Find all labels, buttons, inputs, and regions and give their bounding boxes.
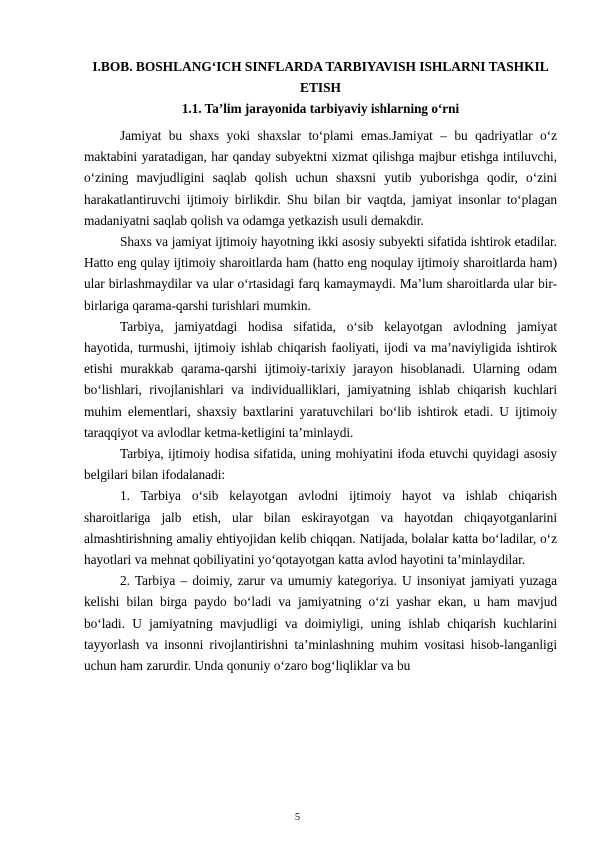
paragraph-3: Tarbiya, jamiyatdagi hodisa sifatida, o‘sib kelayotgan avlodning jamiyat hayotida, turmushi, ijtimoiy ishlab chiqarish faoliyati, ijodi va ma’naviyligida ishtirok etishi murakkab qarama-qarshi ijtimoiy-tarixiy jarayon hisoblanadi. Ularning odam bo‘lishlari, rivojlanishlari va individualliklari, jamiyatning ishlab chiqarish kuchlari muhim elementlari, shaxsiy baxtlarini yaratuvchilari bo‘lib ishtirok etadi. U ijtimoiy taraqqiyot va avlodlar ketma-ketligini ta’minlaydi. bbox=[84, 318, 557, 440]
page-number: 5 bbox=[294, 812, 301, 823]
chapter-title: I.BOB. BOSHLANG‘ICH SINFLARDA TARBIYAVISH ISHLARNI TASHKIL ETISH bbox=[92, 59, 549, 95]
paragraph-2: Shaxs va jamiyat ijtimoiy hayotning ikki asosiy subyekti sifatida ishtirok etadilar. Hatto eng qulay ijtimoiy sharoitlarda ham (hatto eng noqulay ijtimoiy sharoitlarda ham) ular birlashmaydilar va ular o‘rtasidagi farq kamaymaydi. Ma’lum sharoitlarda ular bir-birlariga qarama-qarshi turishlari mumkin. bbox=[84, 234, 557, 313]
paragraph-5: 1. Tarbiya o‘sib kelayotgan avlodni ijtimoiy hayot va ishlab chiqarish sharoitlariga jalb etish, ular bilan eskirayotgan va hayotdan chiqayotganlarini almashtirishning amaliy ehtiyojidan kelib chiqqan. Natijada, bolalar katta bo‘ladilar, o‘z hayotlari va mehnat qobiliyatini yo‘qotayotgan katta avlod hayotini ta’minlaydilar. bbox=[84, 488, 557, 568]
body-text bbox=[84, 125, 557, 676]
paragraph-4: Tarbiya, ijtimoiy hodisa sifatida, uning mohiyatini ifoda etuvchi quyidagi asosiy belgilari bilan ifodalanadi: bbox=[84, 446, 557, 483]
section-title: 1.1. Ta’lim jarayonida tarbiyaviy ishlarning o‘rni bbox=[181, 101, 460, 116]
paragraph-6: 2. Tarbiya – doimiy, zarur va umumiy kategoriya. U insoniyat jamiyati yuzaga kelishi bilan birga paydo bo‘ladi va jamiyatning o‘zi yashar ekan, u ham mavjud bo‘ladi. U jamiyatning mavjudligi va doimiyligi, uning ishlab chiqarish kuchlarini tayyorlash va insonni rivojlantirishni ta’minlashning muhim vositasi hisob-langanligi uchun ham zarurdir. Unda qonuniy o‘zaro bog‘liqliklar va bu bbox=[84, 573, 557, 674]
paragraph-1: Jamiyat bu shaxs yoki shaxslar to‘plami emas.Jamiyat – bu qadriyatlar o‘z maktabini yaratadigan, har qanday subyektni xizmat qilishga majbur etishga intiluvchi, o‘zining mavjudligini saqlab qolish uchun shaxsni yutib yuborishga qodir, o‘zini harakatlantiruvchi ijtimoiy birlikdir. Shu bilan bir vaqtda, jamiyat insonlar to‘plagan madaniyatni saqlab qolish va odamga yetkazish usuli demakdir. bbox=[84, 128, 557, 228]
